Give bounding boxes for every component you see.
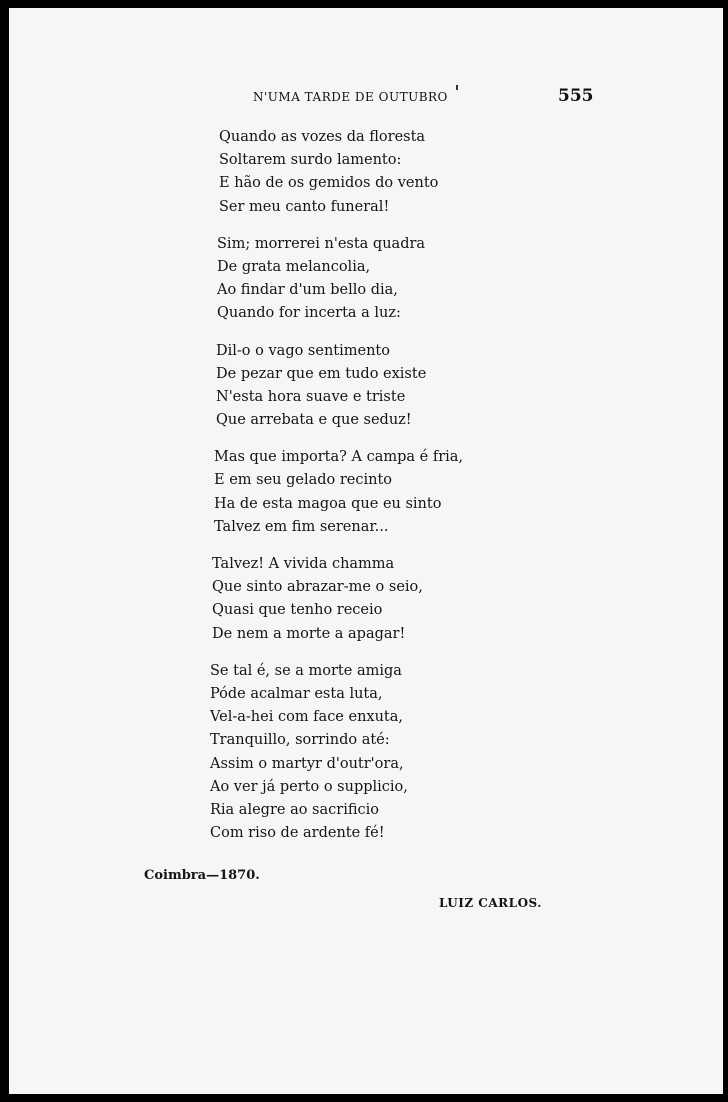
poem-line: Talvez! A vivida chamma (212, 556, 395, 572)
stanza-5 (212, 553, 723, 646)
poem-line: N'esta hora suave e triste (216, 388, 406, 405)
poem-line: Quasi que tenho receio (212, 602, 383, 619)
poem-line: Com riso de ardente fé! (210, 825, 385, 842)
poem-line: De grata melancolia, (217, 258, 371, 275)
poem-line: E hão de os gemidos do vento (219, 175, 439, 192)
stanza-4 (214, 446, 723, 539)
stanza-3 (216, 340, 723, 433)
poem-line: Ha de esta magoa que eu sinto (214, 495, 442, 512)
author-signature: LUIZ CARLOS. (439, 896, 542, 910)
poem-line: Ria alegre ao sacrificio (210, 801, 379, 818)
poem-line: Soltarem surdo lamento: (219, 152, 402, 169)
poem (9, 126, 723, 859)
poem-line: Tranquillo, sorrindo até: (210, 732, 390, 749)
book-page (9, 8, 723, 1094)
poem-line: Ao ver já perto o supplicio, (210, 778, 408, 795)
poem-line: Sim; morrerei n'esta quadra (217, 235, 426, 252)
poem-line: Ser meu canto funeral! (219, 198, 390, 215)
poem-line: Dil-o o vago sentimento (216, 342, 390, 359)
poem-line: Que sinto abrazar-me o seio, (212, 579, 423, 596)
poem-line: Mas que importa? A campa é fria, (214, 449, 464, 466)
poem-line: E em seu gelado recinto (214, 472, 393, 489)
page-header (9, 86, 723, 110)
place-date: Coimbra—1870. (144, 868, 260, 883)
poem-line: Quando as vozes da floresta (219, 129, 426, 145)
running-title: N'UMA TARDE DE OUTUBRO (253, 90, 448, 104)
stanza-1 (219, 126, 723, 219)
stanza-6 (210, 660, 723, 846)
poem-line: Póde acalmar esta luta, (210, 685, 383, 702)
poem-line: Quando for incerta a luz: (217, 305, 401, 322)
poem-line: Vel-a-hei com face enxuta, (210, 709, 404, 726)
poem-line: Assim o martyr d'outr'ora, (210, 755, 404, 772)
poem-line: De nem a morte a apagar! (212, 625, 406, 642)
poem-line: De pezar que em tudo existe (216, 365, 427, 382)
poem-line: Que arrebata e que seduz! (216, 412, 412, 429)
poem-line: Se tal é, se a morte amiga (210, 662, 402, 679)
poem-line: Talvez em fim serenar... (214, 518, 389, 535)
page-number: 555 (558, 86, 594, 106)
stanza-2 (217, 233, 723, 326)
poem-line: Ao findar d'um bello dia, (217, 282, 398, 299)
